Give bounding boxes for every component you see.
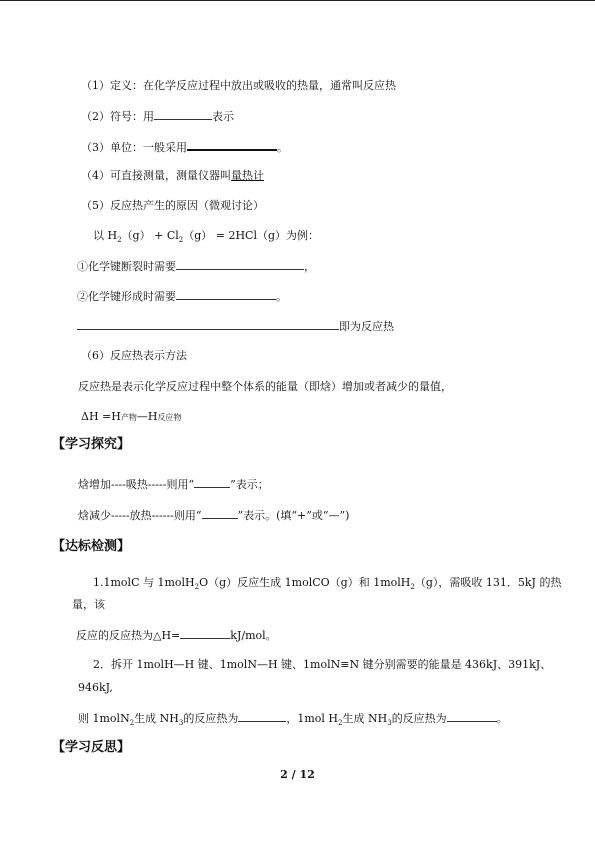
unit-blank[interactable] [187, 138, 277, 151]
section-heading-explore: 【学习探究】 [52, 437, 131, 452]
enthalpy-decrease-end: ”表示。(填“+”或“—”) [237, 509, 350, 522]
dh-products: 产物 [120, 413, 137, 422]
q2-sub-h2: 2 [338, 719, 343, 728]
calorimeter-term: 量热计 [231, 169, 264, 182]
question-2-line-2: 946kJ, [78, 681, 113, 694]
q2-part-f: 的反应热为 [391, 712, 447, 725]
question-2-line-1: 2．拆开 1molH—H 键、1molN—H 键、1molN≡N 键分别需要的能量是 436kJ、391kJ、 [93, 658, 552, 671]
q1-sub-hydrogen: 2 [410, 583, 415, 592]
reaction-heat-line [77, 318, 394, 335]
dh-minus: —H [136, 410, 158, 423]
q1-part-b: O（g）反应生成 1molCO（g）和 1molH [199, 576, 411, 589]
reaction-heat-text: 即为反应热 [339, 320, 394, 333]
item-definition: （1）定义：在化学反应过程中放出或吸收的热量，通常叫反应热 [81, 79, 396, 92]
item-unit-suffix: 。 [277, 141, 288, 154]
enthalpy-increase-blank[interactable] [194, 476, 230, 488]
dh-reactants: 反应物 [157, 413, 182, 422]
item-unit [81, 138, 288, 156]
q1-part-a: 1.1molC 与 1molH [93, 576, 195, 589]
question-1-line-2: 量，该 [72, 598, 105, 611]
q2-blank-2[interactable] [447, 710, 497, 722]
eq-part-b: （g） + Cl [121, 229, 179, 242]
q2-sub-n2: 2 [129, 719, 135, 728]
enthalpy-increase-line [78, 476, 269, 493]
item-symbol-suffix: 表示 [212, 110, 234, 123]
q1-sub-water: 2 [194, 583, 200, 592]
q2-blank-1[interactable] [238, 710, 286, 722]
delta-h-formula [81, 409, 181, 426]
bond-forming-line [77, 288, 287, 305]
question-2-line-3 [78, 710, 508, 731]
bond-breaking-end: ， [304, 260, 315, 273]
reaction-equation [93, 228, 319, 248]
bond-breaking-text: ①化学键断裂时需要 [77, 260, 176, 273]
q1-answer-prefix: 反应的反应热为△H= [76, 629, 181, 642]
q2-part-e: 生成 NH [342, 712, 388, 725]
item-representation: （6）反应热表示方法 [81, 349, 187, 362]
item-measure-text: （4）可直接测量，测量仪器叫 [81, 169, 231, 182]
question-1-line-3 [76, 627, 277, 644]
q2-part-d: ，1mol H [286, 712, 339, 725]
q2-part-b: 生成 NH [134, 712, 179, 725]
reaction-heat-blank[interactable] [77, 318, 339, 330]
q2-sub-nh3-b: 3 [387, 719, 392, 728]
bond-forming-blank[interactable] [176, 288, 276, 300]
enthalpy-increase-end: ”表示； [230, 478, 269, 491]
item-symbol-prefix: （2）符号：用 [81, 110, 154, 123]
section-heading-reflection: 【学习反思】 [52, 740, 131, 755]
enthalpy-increase-text: 焓增加----吸热-----则用“ [78, 478, 195, 491]
item-unit-prefix: （3）单位：一般采用 [81, 141, 187, 154]
dh-part-a: ΔH =H [81, 410, 121, 423]
bond-breaking-line [77, 258, 315, 275]
reaction-heat-description: 反应热是表示化学反应过程中整个体系的能量（即焓）增加或者减少的量值， [78, 380, 452, 393]
q2-part-a: 则 1molN [78, 712, 130, 725]
page-top-border [0, 0, 595, 1]
bond-forming-end: 。 [276, 290, 287, 303]
eq-sub-h: 2 [117, 236, 122, 245]
q1-part-c: （g），需吸收 131．5kJ 的热 [414, 576, 562, 589]
symbol-blank[interactable] [154, 108, 212, 120]
enthalpy-decrease-blank[interactable] [202, 507, 238, 519]
item-cause: （5）反应热产生的原因（微观讨论） [81, 199, 264, 212]
question-1-line-1 [93, 575, 561, 595]
q1-answer-unit: kJ/mol。 [230, 629, 277, 642]
bond-breaking-blank[interactable] [176, 258, 304, 270]
enthalpy-decrease-text: 焓减少-----放热------则用“ [78, 509, 202, 522]
section-heading-test: 【达标检测】 [52, 539, 131, 554]
item-measure [81, 168, 264, 184]
eq-sub-cl: 2 [178, 236, 184, 245]
q2-sub-nh3-a: 3 [178, 719, 184, 728]
item-symbol [81, 108, 234, 125]
enthalpy-decrease-line [78, 507, 349, 524]
q2-part-c: 的反应热为 [183, 712, 239, 725]
q1-answer-blank[interactable] [180, 627, 230, 639]
page-number: 2 / 12 [280, 768, 315, 781]
eq-part-a: 以 H [93, 229, 118, 242]
eq-part-c: （g） = 2HCl（g）为例： [183, 229, 320, 242]
bond-forming-text: ②化学键形成时需要 [77, 290, 176, 303]
q2-part-g: 。 [496, 712, 508, 725]
